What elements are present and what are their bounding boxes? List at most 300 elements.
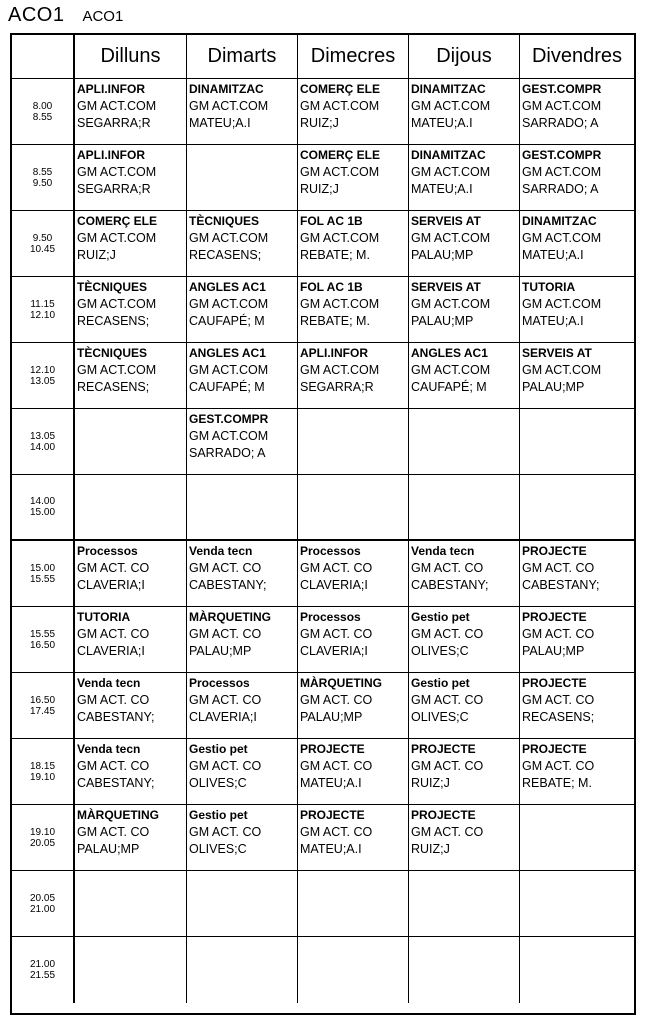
class-group: GM ACT.COM	[411, 165, 491, 179]
teacher-name: PALAU;MP	[522, 380, 585, 394]
teacher-name: MATEU;A.I	[522, 248, 584, 262]
class-group: GM ACT. CO	[77, 627, 150, 641]
teacher-name: RUIZ;J	[411, 776, 450, 790]
teacher-name: OLIVES;C	[189, 776, 247, 790]
time-slot-row	[12, 277, 634, 343]
class-entry	[75, 673, 186, 726]
class-entry	[187, 409, 297, 462]
class-cell	[187, 673, 298, 738]
class-entry	[75, 805, 186, 858]
slot-start-time: 11.15	[30, 298, 55, 310]
time-slot-row	[12, 937, 634, 1003]
class-cell	[187, 343, 298, 408]
slot-start-time: 21.00	[29, 959, 56, 970]
slot-start-time: 9.50	[32, 232, 53, 244]
subject-name: MÀRQUETING	[189, 610, 271, 624]
class-cell	[409, 739, 520, 804]
time-slot-label	[12, 541, 75, 606]
teacher-name: REBATE; M.	[300, 314, 370, 328]
class-cell	[409, 79, 520, 144]
class-group: GM ACT.COM	[189, 429, 269, 443]
class-group: GM ACT.COM	[77, 363, 157, 377]
subject-name: GEST.COMPR	[522, 82, 602, 96]
class-entry	[187, 211, 297, 264]
class-cell	[409, 673, 520, 738]
teacher-name: PALAU;MP	[189, 644, 252, 658]
class-group: GM ACT. CO	[300, 825, 373, 839]
teacher-name: MATEU;A.I	[300, 842, 362, 856]
class-entry	[520, 343, 634, 396]
empty-cell	[520, 475, 634, 539]
slot-end-time: 15.55	[29, 573, 56, 585]
teacher-name: CLAVERIA;I	[77, 578, 145, 592]
subject-name: FOL AC 1B	[300, 214, 363, 228]
subject-name: MÀRQUETING	[77, 808, 159, 822]
class-entry	[75, 607, 186, 660]
timetable-grid	[10, 33, 636, 1015]
class-entry	[520, 277, 634, 330]
class-entry	[409, 343, 519, 396]
teacher-name: OLIVES;C	[411, 644, 469, 658]
teacher-name: MATEU;A.I	[189, 116, 251, 130]
empty-cell	[409, 475, 520, 539]
class-entry	[409, 607, 519, 660]
subject-name: ANGLES AC1	[189, 346, 266, 360]
empty-cell	[298, 871, 409, 936]
teacher-name: PALAU;MP	[77, 842, 140, 856]
time-slot-row	[12, 409, 634, 475]
class-cell	[409, 805, 520, 870]
slot-start-time: 16.50	[29, 694, 56, 706]
class-group: GM ACT. CO	[189, 693, 262, 707]
class-cell	[75, 79, 187, 144]
class-group: GM ACT.COM	[411, 231, 491, 245]
empty-cell	[75, 475, 187, 539]
slot-start-time: 12.10	[29, 364, 56, 376]
class-group: GM ACT.COM	[522, 231, 602, 245]
subject-name: APLI.INFOR	[77, 82, 145, 96]
class-entry	[409, 79, 519, 132]
class-entry	[187, 607, 297, 660]
teacher-name: CABESTANY;	[522, 578, 600, 592]
class-group: GM ACT. CO	[522, 759, 595, 773]
class-group: GM ACT. CO	[189, 825, 262, 839]
teacher-name: SEGARRA;R	[77, 116, 151, 130]
class-group: GM ACT.COM	[189, 231, 269, 245]
subject-name: APLI.INFOR	[300, 346, 368, 360]
class-entry	[298, 145, 408, 198]
slot-start-time: 13.05	[29, 430, 56, 442]
empty-cell	[520, 871, 634, 936]
time-slot-label	[12, 871, 75, 936]
timetable-title: ACO1	[8, 4, 65, 26]
class-cell	[75, 673, 187, 738]
subject-name: DINAMITZAC	[411, 148, 486, 162]
class-group: GM ACT. CO	[77, 825, 150, 839]
class-group: GM ACT.COM	[411, 363, 491, 377]
class-group: GM ACT. CO	[189, 561, 262, 575]
class-group: GM ACT.COM	[411, 99, 491, 113]
class-cell	[75, 739, 187, 804]
teacher-name: RUIZ;J	[300, 182, 339, 196]
subject-name: Venda tecn	[411, 544, 475, 558]
class-cell	[520, 673, 634, 738]
subject-name: SERVEIS AT	[411, 214, 481, 228]
time-slot-row	[12, 739, 634, 805]
teacher-name: REBATE; M.	[522, 776, 592, 790]
class-entry	[409, 805, 519, 858]
class-cell	[298, 79, 409, 144]
class-group: GM ACT. CO	[522, 627, 595, 641]
teacher-name: CAUFAPÉ; M	[189, 380, 265, 394]
class-group: GM ACT. CO	[411, 561, 484, 575]
class-entry	[409, 211, 519, 264]
subject-name: COMERÇ ELE	[300, 148, 381, 162]
teacher-name: CLAVERIA;I	[77, 644, 145, 658]
empty-cell	[409, 871, 520, 936]
time-slot-row	[12, 607, 634, 673]
slot-start-time: 8.55	[32, 166, 53, 178]
class-entry	[75, 343, 186, 396]
slot-end-time: 12.10	[29, 309, 56, 321]
class-cell	[409, 211, 520, 276]
class-group: GM ACT.COM	[189, 363, 269, 377]
subject-name: Gestio pet	[189, 742, 248, 756]
class-entry	[75, 79, 186, 132]
class-cell	[298, 673, 409, 738]
class-group: GM ACT. CO	[300, 627, 373, 641]
time-slot-label	[12, 607, 75, 672]
class-cell	[187, 79, 298, 144]
class-cell	[520, 145, 634, 210]
class-cell	[75, 343, 187, 408]
slot-start-time: 14.00	[29, 496, 56, 507]
class-cell	[75, 805, 187, 870]
class-entry	[520, 541, 634, 594]
subject-name: TÈCNIQUES	[77, 280, 148, 294]
time-slot-label	[12, 211, 75, 276]
class-entry	[187, 673, 297, 726]
empty-cell	[75, 937, 187, 1003]
subject-name: Processos	[300, 544, 361, 558]
empty-cell	[520, 409, 634, 474]
slot-start-time: 15.55	[29, 628, 56, 640]
empty-cell	[520, 937, 634, 1003]
class-cell	[187, 541, 298, 606]
time-slot-label	[12, 673, 75, 738]
class-group: GM ACT.COM	[411, 297, 491, 311]
class-cell	[298, 277, 409, 342]
class-entry	[187, 805, 297, 858]
class-group: GM ACT. CO	[77, 759, 150, 773]
class-entry	[298, 541, 408, 594]
class-group: GM ACT.COM	[522, 165, 602, 179]
teacher-name: RECASENS;	[189, 248, 262, 262]
teacher-name: RECASENS;	[77, 314, 150, 328]
teacher-name: PALAU;MP	[411, 248, 474, 262]
class-group: GM ACT. CO	[77, 693, 150, 707]
day-header: Dijous	[409, 35, 520, 78]
class-entry	[298, 343, 408, 396]
class-cell	[187, 739, 298, 804]
class-cell	[520, 79, 634, 144]
empty-cell	[409, 409, 520, 474]
subject-name: TÈCNIQUES	[189, 214, 260, 228]
class-entry	[298, 673, 408, 726]
time-slot-row	[12, 805, 634, 871]
subject-name: PROJECTE	[522, 610, 587, 624]
class-entry	[75, 277, 186, 330]
teacher-name: CABESTANY;	[77, 710, 155, 724]
time-slot-label	[12, 79, 75, 144]
subject-name: Processos	[189, 676, 250, 690]
time-slot-label	[12, 739, 75, 804]
teacher-name: SEGARRA;R	[300, 380, 374, 394]
class-entry	[409, 673, 519, 726]
subject-name: Venda tecn	[77, 742, 141, 756]
subject-name: DINAMITZAC	[411, 82, 486, 96]
class-entry	[520, 145, 634, 198]
time-slot-row	[12, 475, 634, 541]
subject-name: PROJECTE	[522, 742, 587, 756]
class-entry	[75, 739, 186, 792]
class-group: GM ACT. CO	[300, 759, 373, 773]
subject-name: Venda tecn	[189, 544, 253, 558]
class-cell	[187, 409, 298, 474]
class-group: GM ACT.COM	[77, 297, 157, 311]
slot-end-time: 10.45	[29, 243, 56, 255]
subject-name: ANGLES AC1	[189, 280, 266, 294]
class-group: GM ACT. CO	[411, 825, 484, 839]
empty-cell	[187, 871, 298, 936]
class-group: GM ACT.COM	[300, 231, 380, 245]
class-group: GM ACT.COM	[522, 99, 602, 113]
slot-end-time: 15.00	[29, 507, 56, 518]
teacher-name: MATEU;A.I	[411, 182, 473, 196]
teacher-name: MATEU;A.I	[300, 776, 362, 790]
class-entry	[298, 805, 408, 858]
teacher-name: CLAVERIA;I	[300, 578, 368, 592]
class-cell	[520, 211, 634, 276]
teacher-name: OLIVES;C	[189, 842, 247, 856]
class-entry	[298, 277, 408, 330]
class-group: GM ACT.COM	[189, 99, 269, 113]
teacher-name: CABESTANY;	[411, 578, 489, 592]
teacher-name: CAUFAPÉ; M	[189, 314, 265, 328]
subject-name: PROJECTE	[522, 544, 587, 558]
slot-start-time: 15.00	[29, 562, 56, 574]
subject-name: DINAMITZAC	[189, 82, 264, 96]
subject-name: APLI.INFOR	[77, 148, 145, 162]
teacher-name: SEGARRA;R	[77, 182, 151, 196]
class-entry	[520, 739, 634, 792]
class-cell	[409, 145, 520, 210]
slot-end-time: 19.10	[29, 771, 56, 783]
slot-start-time: 19.10	[29, 826, 56, 838]
class-entry	[298, 211, 408, 264]
slot-end-time: 8.55	[32, 111, 53, 123]
slot-end-time: 14.00	[29, 441, 56, 453]
class-group: GM ACT.COM	[300, 297, 380, 311]
class-cell	[75, 211, 187, 276]
empty-cell	[75, 409, 187, 474]
time-slot-label	[12, 475, 75, 539]
empty-cell	[187, 475, 298, 539]
subject-name: TUTORIA	[522, 280, 576, 294]
teacher-name: CABESTANY;	[189, 578, 267, 592]
class-group: GM ACT.COM	[300, 99, 380, 113]
teacher-name: CLAVERIA;I	[300, 644, 368, 658]
slot-end-time: 21.00	[29, 903, 56, 915]
subject-name: TÈCNIQUES	[77, 346, 148, 360]
class-entry	[187, 79, 297, 132]
empty-cell	[75, 871, 187, 936]
class-entry	[187, 343, 297, 396]
time-slot-label	[12, 805, 75, 870]
class-cell	[187, 607, 298, 672]
subject-name: Processos	[77, 544, 138, 558]
teacher-name: SARRADO; A	[522, 116, 599, 130]
subject-name: GEST.COMPR	[189, 412, 269, 426]
subject-name: DINAMITZAC	[522, 214, 597, 228]
subject-name: COMERÇ ELE	[300, 82, 381, 96]
class-cell	[187, 211, 298, 276]
slot-end-time: 20.05	[29, 837, 56, 849]
slot-start-time: 20.05	[29, 892, 56, 904]
subject-name: PROJECTE	[300, 742, 365, 756]
class-cell	[520, 343, 634, 408]
subject-name: ANGLES AC1	[411, 346, 488, 360]
day-header-row	[12, 35, 634, 79]
subject-name: SERVEIS AT	[522, 346, 592, 360]
class-group: GM ACT.COM	[77, 99, 157, 113]
class-group: GM ACT.COM	[300, 363, 380, 377]
class-group: GM ACT. CO	[411, 627, 484, 641]
timetable-subtitle: ACO1	[82, 8, 124, 25]
class-entry	[75, 145, 186, 198]
class-entry	[75, 211, 186, 264]
time-slot-label	[12, 145, 75, 210]
teacher-name: RUIZ;J	[300, 116, 339, 130]
class-group: GM ACT.COM	[300, 165, 380, 179]
class-entry	[298, 739, 408, 792]
time-slot-row	[12, 871, 634, 937]
teacher-name: SARRADO; A	[189, 446, 266, 460]
class-group: GM ACT. CO	[77, 561, 150, 575]
class-group: GM ACT. CO	[411, 759, 484, 773]
class-cell	[298, 541, 409, 606]
slot-end-time: 21.55	[29, 970, 56, 981]
day-header: Divendres	[531, 45, 623, 67]
class-cell	[520, 541, 634, 606]
slot-end-time: 9.50	[32, 177, 53, 189]
class-cell	[298, 607, 409, 672]
subject-name: Venda tecn	[77, 676, 141, 690]
time-slot-row	[12, 343, 634, 409]
empty-cell	[187, 937, 298, 1003]
time-slot-row	[12, 79, 634, 145]
subject-name: Processos	[300, 610, 361, 624]
subject-name: SERVEIS AT	[411, 280, 481, 294]
class-cell	[520, 607, 634, 672]
class-cell	[409, 277, 520, 342]
class-entry	[187, 739, 297, 792]
class-cell	[520, 277, 634, 342]
time-slot-label	[12, 409, 75, 474]
subject-name: Gestio pet	[411, 610, 470, 624]
class-group: GM ACT.COM	[522, 297, 602, 311]
subject-name: PROJECTE	[411, 742, 476, 756]
subject-name: Gestio pet	[189, 808, 248, 822]
class-entry	[298, 607, 408, 660]
day-header: Dimecres	[298, 35, 409, 78]
empty-cell	[409, 937, 520, 1003]
class-cell	[187, 805, 298, 870]
slot-start-time: 8.00	[32, 100, 53, 112]
teacher-name: OLIVES;C	[411, 710, 469, 724]
teacher-name: RECASENS;	[522, 710, 595, 724]
class-group: GM ACT.COM	[77, 165, 157, 179]
class-entry	[409, 277, 519, 330]
empty-cell	[298, 937, 409, 1003]
subject-name: TUTORIA	[77, 610, 131, 624]
slot-start-time: 18.15	[29, 760, 56, 772]
class-cell	[75, 277, 187, 342]
class-group: GM ACT.COM	[77, 231, 157, 245]
time-slot-row	[12, 211, 634, 277]
empty-cell	[298, 475, 409, 539]
timetable-title-row	[8, 4, 123, 30]
class-group: GM ACT.COM	[522, 363, 602, 377]
subject-name: FOL AC 1B	[300, 280, 363, 294]
class-cell	[520, 739, 634, 804]
teacher-name: RUIZ;J	[77, 248, 116, 262]
subject-name: PROJECTE	[522, 676, 587, 690]
teacher-name: MATEU;A.I	[522, 314, 584, 328]
class-cell	[187, 277, 298, 342]
class-entry	[187, 277, 297, 330]
class-cell	[298, 343, 409, 408]
class-entry	[520, 607, 634, 660]
teacher-name: CABESTANY;	[77, 776, 155, 790]
empty-cell	[187, 145, 298, 210]
class-group: GM ACT. CO	[189, 759, 262, 773]
class-entry	[298, 79, 408, 132]
teacher-name: RUIZ;J	[411, 842, 450, 856]
teacher-name: REBATE; M.	[300, 248, 370, 262]
class-entry	[75, 541, 186, 594]
class-entry	[520, 79, 634, 132]
teacher-name: MATEU;A.I	[411, 116, 473, 130]
class-entry	[409, 739, 519, 792]
teacher-name: PALAU;MP	[411, 314, 474, 328]
class-cell	[298, 805, 409, 870]
class-cell	[75, 541, 187, 606]
empty-cell	[520, 805, 634, 870]
time-slot-label	[12, 277, 75, 342]
class-cell	[409, 607, 520, 672]
class-group: GM ACT. CO	[189, 627, 262, 641]
empty-cell	[298, 409, 409, 474]
class-group: GM ACT. CO	[300, 693, 373, 707]
subject-name: MÀRQUETING	[300, 676, 382, 690]
subject-name: PROJECTE	[411, 808, 476, 822]
subject-name: COMERÇ ELE	[77, 214, 158, 228]
class-cell	[75, 607, 187, 672]
class-cell	[409, 541, 520, 606]
time-slot-label	[12, 937, 75, 1003]
slot-end-time: 13.05	[29, 375, 56, 387]
